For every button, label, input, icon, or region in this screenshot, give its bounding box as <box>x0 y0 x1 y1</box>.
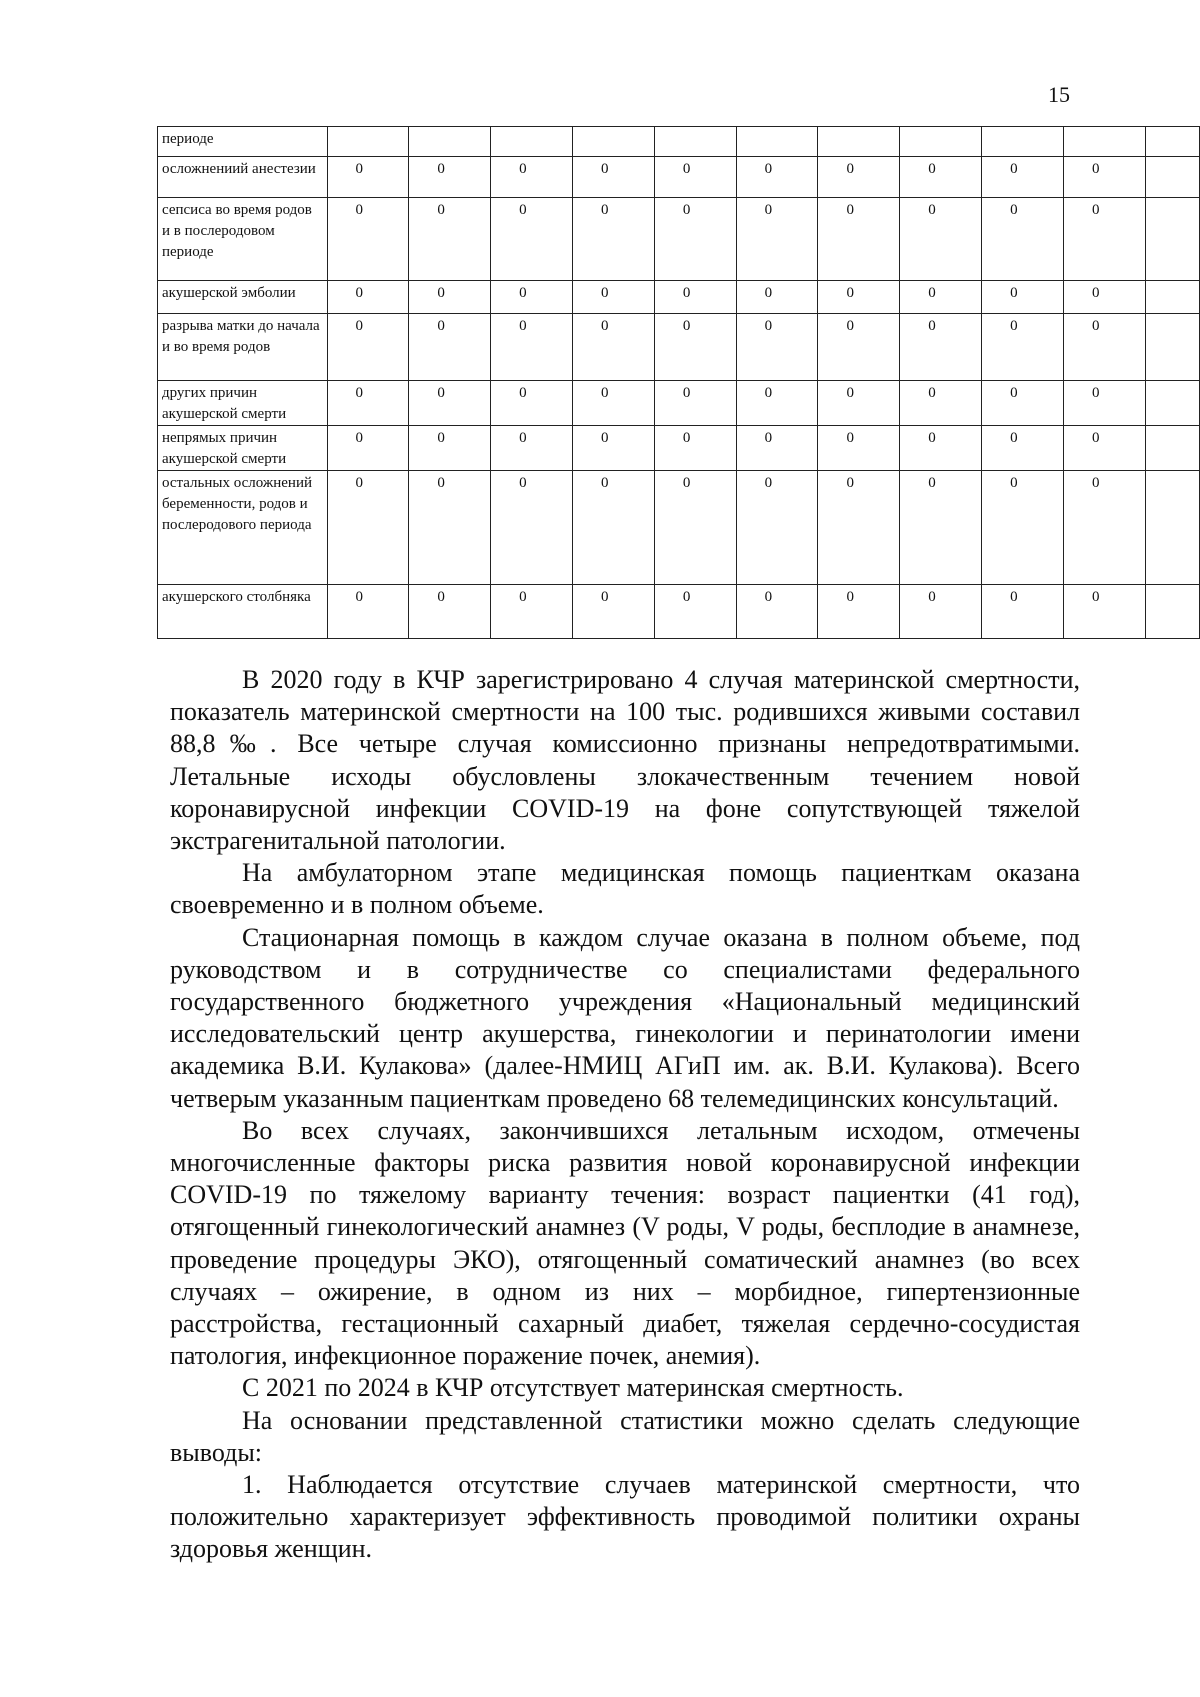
empty-cell <box>1145 585 1199 639</box>
table-cell: 0 <box>818 426 900 471</box>
table-row <box>158 585 1200 639</box>
table-cell: 0 <box>654 381 736 426</box>
table-cell: 0 <box>654 157 736 198</box>
table-cell: 0 <box>409 471 491 585</box>
table-cell: 0 <box>491 381 573 426</box>
table-cell: 0 <box>409 381 491 426</box>
table-cell: 0 <box>982 157 1064 198</box>
empty-cell <box>1145 127 1199 157</box>
table-cell: 0 <box>982 381 1064 426</box>
table-row <box>158 281 1200 314</box>
table-cell: 0 <box>982 281 1064 314</box>
table-cell: 0 <box>327 314 409 381</box>
table-cell: 0 <box>1063 314 1145 381</box>
table-cell: 0 <box>736 198 818 281</box>
table-cell: 0 <box>491 314 573 381</box>
table-cell: 0 <box>1063 471 1145 585</box>
table-cell: 0 <box>327 471 409 585</box>
table-cell: 0 <box>736 157 818 198</box>
table-cell: 0 <box>327 157 409 198</box>
row-label: других причин акушерской смерти <box>158 381 328 426</box>
row-label: разрыва матки до начала и во время родов <box>158 314 328 381</box>
table-cell: 0 <box>572 314 654 381</box>
table-cell: 0 <box>736 585 818 639</box>
table-cell <box>736 127 818 157</box>
table-cell: 0 <box>736 314 818 381</box>
paragraph: На основании представленной статистики можно сделать следующие выводы: <box>170 1405 1080 1467</box>
table-cell: 0 <box>654 471 736 585</box>
table-cell: 0 <box>818 314 900 381</box>
table-cell: 0 <box>491 157 573 198</box>
row-label: осложнениий анестезии <box>158 157 328 198</box>
table-cell: 0 <box>572 281 654 314</box>
table-cell: 0 <box>572 585 654 639</box>
empty-cell <box>1145 426 1199 471</box>
row-label: акушерской эмболии <box>158 281 328 314</box>
empty-cell <box>1145 381 1199 426</box>
table-cell: 0 <box>491 426 573 471</box>
table-cell: 0 <box>900 198 982 281</box>
table-cell: 0 <box>491 198 573 281</box>
table-cell: 0 <box>982 314 1064 381</box>
paragraph: В 2020 году в КЧР зарегистрировано 4 случая материнской смертности, показатель материнской смертности на 100 тыс. родившихся живыми составил 88,8‰. Все четыре случая комиссионно признаны непредотвратимыми. Летальные исходы обусловлены злокачественным течением новой коронавирусной инфекции COVID-19 на фоне сопутствующей тяжелой экстрагенитальной патологии. <box>170 665 1080 856</box>
row-label: сепсиса во время родов и в послеродовом периоде <box>158 198 328 281</box>
table-cell: 0 <box>982 585 1064 639</box>
page-number: 15 <box>1048 82 1070 107</box>
table-cell <box>818 127 900 157</box>
table-cell: 0 <box>818 471 900 585</box>
table-cell: 0 <box>409 314 491 381</box>
table-cell: 0 <box>982 471 1064 585</box>
table-row <box>158 127 1200 157</box>
row-label: акушерского столбняка <box>158 585 328 639</box>
paragraph: Во всех случаях, закончившихся летальным исходом, отмечены многочисленные факторы риска развития новой коронавирусной инфекции COVID-19 по тяжелому варианту течения: возраст пациентки (41 год), отягощенный гинекологический анамнез (V роды, V роды, бесплодие в анамнезе, проведение процедуры ЭКО), отягощенный соматический анамнез (во всех случаях – ожирение, в одном из них – морбидное, гипертензионные расстройства, гестационный сахарный диабет, тяжелая сердечно-сосудистая патология, инфекционное поражение почек, анемия). <box>170 1115 1080 1371</box>
table-cell <box>491 127 573 157</box>
table-cell: 0 <box>572 157 654 198</box>
table-row <box>158 198 1200 281</box>
table-cell: 0 <box>327 281 409 314</box>
table-cell: 0 <box>409 281 491 314</box>
table-row <box>158 157 1200 198</box>
table-cell: 0 <box>327 198 409 281</box>
row-label: непрямых причин акушерской смерти <box>158 426 328 471</box>
table-cell: 0 <box>982 426 1064 471</box>
table-row <box>158 426 1200 471</box>
table-cell: 0 <box>654 426 736 471</box>
paragraph: На амбулаторном этапе медицинская помощь пациенткам оказана своевременно и в полном объеме. <box>170 858 1080 920</box>
table-cell <box>1063 127 1145 157</box>
table-row <box>158 471 1200 585</box>
table-cell: 0 <box>572 426 654 471</box>
table-cell: 0 <box>1063 198 1145 281</box>
table-cell: 0 <box>654 314 736 381</box>
table-cell <box>900 127 982 157</box>
mortality-causes-table <box>157 126 1200 639</box>
table-cell: 0 <box>1063 381 1145 426</box>
table-cell: 0 <box>818 585 900 639</box>
table-cell: 0 <box>491 585 573 639</box>
table-cell: 0 <box>572 471 654 585</box>
table-cell: 0 <box>1063 585 1145 639</box>
table-cell: 0 <box>327 426 409 471</box>
table-cell: 0 <box>409 585 491 639</box>
table-cell: 0 <box>491 471 573 585</box>
table-cell: 0 <box>409 157 491 198</box>
table-body <box>158 127 1200 639</box>
table-cell <box>982 127 1064 157</box>
table-cell: 0 <box>1063 281 1145 314</box>
table-cell <box>327 127 409 157</box>
table-cell: 0 <box>572 381 654 426</box>
empty-cell <box>1145 198 1199 281</box>
table-cell: 0 <box>654 198 736 281</box>
table-cell: 0 <box>491 281 573 314</box>
table-cell: 0 <box>409 198 491 281</box>
table-cell: 0 <box>818 381 900 426</box>
table-cell <box>572 127 654 157</box>
table-cell: 0 <box>900 585 982 639</box>
table-cell: 0 <box>818 281 900 314</box>
table-cell: 0 <box>900 381 982 426</box>
table-cell: 0 <box>736 381 818 426</box>
table-cell: 0 <box>736 426 818 471</box>
table-cell: 0 <box>1063 157 1145 198</box>
table-cell: 0 <box>900 281 982 314</box>
empty-cell <box>1145 281 1199 314</box>
table-cell: 0 <box>654 585 736 639</box>
table-cell: 0 <box>409 426 491 471</box>
table-cell: 0 <box>900 314 982 381</box>
empty-cell <box>1145 471 1199 585</box>
table-cell: 0 <box>736 471 818 585</box>
table-cell <box>409 127 491 157</box>
table-cell: 0 <box>654 281 736 314</box>
table-cell: 0 <box>982 198 1064 281</box>
row-label: остальных осложнений беременности, родов и послеродового периода <box>158 471 328 585</box>
body-text <box>170 664 1080 1566</box>
paragraph: С 2021 по 2024 в КЧР отсутствует материнская смертность. <box>242 1373 904 1403</box>
table-cell: 0 <box>736 281 818 314</box>
table-cell: 0 <box>818 198 900 281</box>
table-row <box>158 381 1200 426</box>
table-cell: 0 <box>900 157 982 198</box>
empty-cell <box>1145 314 1199 381</box>
table-row <box>158 314 1200 381</box>
row-label: периоде <box>158 127 328 157</box>
table-cell <box>654 127 736 157</box>
paragraph: 1. Наблюдается отсутствие случаев материнской смертности, что положительно характеризует эффективность проводимой политики охраны здоровья женщин. <box>170 1470 1080 1564</box>
table-cell: 0 <box>900 471 982 585</box>
table-cell: 0 <box>572 198 654 281</box>
paragraph: Стационарная помощь в каждом случае оказана в полном объеме, под руководством и в сотрудничестве со специалистами федерального государственного бюджетного учреждения «Национальный медицинский исследовательский центр акушерства, гинекологии и перинатологии имени академика В.И. Кулакова» (далее-НМИЦ АГиП им. ак. В.И. Кулакова). Всего четверым указанным пациенткам проведено 68 телемедицинских консультаций. <box>170 922 1080 1113</box>
table-cell: 0 <box>327 381 409 426</box>
empty-cell <box>1145 157 1199 198</box>
table-cell: 0 <box>1063 426 1145 471</box>
table-cell: 0 <box>327 585 409 639</box>
table-cell: 0 <box>900 426 982 471</box>
table-cell: 0 <box>818 157 900 198</box>
